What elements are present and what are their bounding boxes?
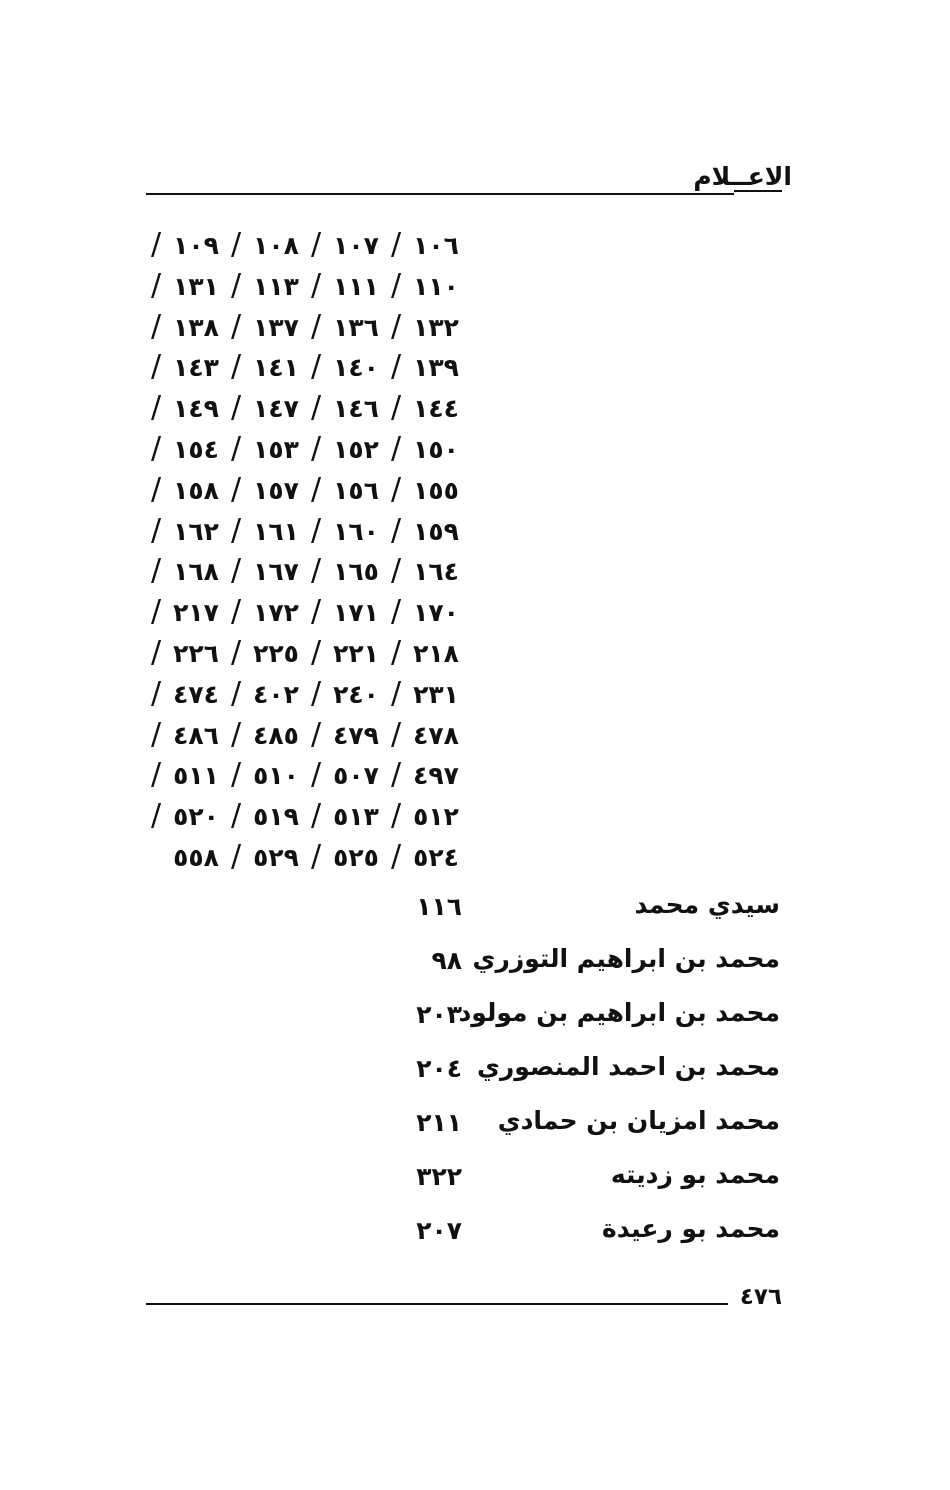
- page-reference: ٥٢٥: [333, 843, 379, 872]
- page-reference: ١٧١: [333, 598, 379, 628]
- separator-slash: /: [310, 512, 322, 548]
- page-reference: ١١٣: [253, 271, 299, 301]
- page-reference-row: [142, 470, 462, 510]
- page-reference: ٢١٧: [173, 598, 219, 628]
- separator-slash: /: [230, 390, 242, 426]
- separator-slash: /: [310, 553, 322, 589]
- page-reference: ١٤٩: [173, 394, 219, 424]
- separator-slash: /: [230, 431, 242, 466]
- separator-slash: /: [230, 267, 242, 303]
- page-reference: ١٧٠: [413, 598, 459, 628]
- page-reference: ٥٠٧: [333, 761, 379, 791]
- page-reference: ١٤٦: [333, 394, 379, 424]
- separator-slash: /: [390, 390, 402, 426]
- page-reference: ١٣٩: [413, 353, 459, 383]
- page-reference: ٢٢٦: [173, 639, 219, 668]
- separator-slash: /: [390, 308, 402, 344]
- separator-slash: /: [150, 431, 162, 466]
- page-reference-row: [142, 511, 462, 551]
- separator-slash: /: [150, 390, 162, 426]
- page-reference-row: [142, 551, 462, 591]
- index-entry: [0, 1052, 950, 1096]
- page-reference-row: [142, 266, 462, 306]
- page-reference: ١٣٢: [413, 312, 459, 342]
- page-reference: ١٣٨: [173, 312, 219, 342]
- entry-name: محمد امزيان بن حمادي: [497, 1106, 780, 1135]
- entry-page-number: ٢٠٧: [416, 1216, 462, 1245]
- index-entry: [0, 1160, 950, 1204]
- entry-page-number: ٣٢٢: [416, 1162, 462, 1191]
- page-reference: ٢٢٥: [253, 639, 299, 668]
- page-reference: ١٥٦: [333, 475, 379, 505]
- page-reference-row: [142, 429, 462, 469]
- page-reference-row: [142, 225, 462, 265]
- page-reference: ٤٨٦: [173, 720, 219, 750]
- page-reference-row: [142, 388, 462, 428]
- header-rule: [146, 193, 734, 195]
- page-reference: ١٤٣: [173, 353, 219, 383]
- page-reference-row: [142, 347, 462, 387]
- separator-slash: /: [230, 635, 242, 670]
- page-number: ٤٧٦: [739, 1284, 782, 1310]
- separator-slash: /: [390, 757, 402, 793]
- page-reference-row: [142, 592, 462, 632]
- separator-slash: /: [390, 512, 402, 548]
- page-reference-row: [142, 796, 462, 836]
- index-entry: [0, 1214, 950, 1258]
- separator-slash: /: [310, 227, 322, 262]
- page-reference: ٢٣١: [413, 679, 459, 709]
- page-reference: ١٥٧: [253, 475, 299, 505]
- separator-slash: /: [150, 349, 162, 385]
- page-reference: ٤٧٨: [413, 720, 459, 750]
- separator-slash: /: [150, 798, 162, 834]
- separator-slash: /: [150, 553, 162, 589]
- page-reference: ١٠٨: [253, 231, 299, 260]
- separator-slash: /: [230, 716, 242, 752]
- page-reference: ٤٩٧: [413, 761, 459, 791]
- entry-page-number: ٢١١: [416, 1108, 462, 1137]
- separator-slash: /: [150, 716, 162, 752]
- page-reference: ١٦٠: [333, 516, 379, 546]
- page-reference: ١٦٥: [333, 557, 379, 587]
- page-reference: ٥١١: [173, 761, 219, 791]
- page-reference: ٥١٢: [413, 802, 459, 832]
- running-header-title: الاعــلام: [693, 162, 792, 191]
- separator-slash: /: [150, 267, 162, 303]
- separator-slash: /: [310, 431, 322, 466]
- separator-slash: /: [310, 308, 322, 344]
- page-reference: ١٤٤: [413, 394, 459, 424]
- entry-name: محمد بو زديته: [610, 1160, 780, 1189]
- page-reference: ١٦١: [253, 516, 299, 546]
- index-entry: [0, 1106, 950, 1150]
- page-reference: ٥٢٠: [173, 802, 219, 832]
- separator-slash: /: [390, 471, 402, 507]
- page-reference: ١١٠: [413, 271, 459, 301]
- page-reference: ١٦٨: [173, 557, 219, 587]
- separator-slash: /: [230, 308, 242, 344]
- page-reference: ١٤٠: [333, 353, 379, 383]
- page-reference: ١٣٧: [253, 312, 299, 342]
- separator-slash: /: [150, 594, 162, 630]
- separator-slash: /: [390, 839, 402, 874]
- page-reference: ١٥٥: [413, 475, 459, 505]
- separator-slash: /: [390, 349, 402, 385]
- page-reference: ٤٧٤: [173, 679, 219, 709]
- page-reference: ١٤١: [253, 353, 299, 383]
- page-reference: ١١١: [333, 271, 379, 301]
- entry-name: محمد بو رعيدة: [601, 1214, 780, 1243]
- page-reference: ١٤٧: [253, 394, 299, 424]
- separator-slash: /: [310, 716, 322, 752]
- separator-slash: /: [230, 757, 242, 793]
- separator-slash: /: [150, 675, 162, 711]
- separator-slash: /: [230, 798, 242, 834]
- page-reference: ١٧٢: [253, 598, 299, 628]
- separator-slash: /: [310, 267, 322, 303]
- page-reference: ١٥٠: [413, 435, 459, 464]
- entry-page-number: ٢٠٣: [416, 1000, 462, 1029]
- separator-slash: /: [150, 471, 162, 507]
- footer-rule: [146, 1303, 728, 1305]
- page-reference: ١٦٢: [173, 516, 219, 546]
- entry-name: سيدي محمد: [634, 890, 780, 919]
- page-reference: ٤٨٥: [253, 720, 299, 750]
- page-reference-row: [142, 307, 462, 347]
- page-reference: ٥١٩: [253, 802, 299, 832]
- page-reference: ١٦٧: [253, 557, 299, 587]
- page-reference: ٤٠٢: [253, 679, 299, 709]
- page-reference: ١٥٨: [173, 475, 219, 505]
- separator-slash: /: [390, 716, 402, 752]
- entry-page-number: ١١٦: [416, 892, 462, 921]
- separator-slash: /: [310, 757, 322, 793]
- separator-slash: /: [230, 839, 242, 874]
- separator-slash: /: [150, 757, 162, 793]
- header-rule-short: [734, 190, 782, 192]
- page-reference: ٥١٠: [253, 761, 299, 791]
- page-reference: ١٥٤: [173, 435, 219, 464]
- separator-slash: /: [310, 635, 322, 670]
- page-reference: ١٣٦: [333, 312, 379, 342]
- separator-slash: /: [150, 308, 162, 344]
- page-reference: ٢٤٠: [333, 679, 379, 709]
- separator-slash: /: [150, 227, 162, 262]
- separator-slash: /: [310, 839, 322, 874]
- index-entry: [0, 890, 950, 934]
- page-reference: ١٣١: [173, 271, 219, 301]
- entry-name: محمد بن ابراهيم التوزري: [472, 944, 780, 973]
- page-reference: ١٥٩: [413, 516, 459, 546]
- page-reference: ١٦٤: [413, 557, 459, 587]
- page-reference: ٥٥٨: [173, 843, 219, 872]
- page-reference-row: [142, 674, 462, 714]
- entry-page-number: ٩٨: [431, 946, 462, 975]
- separator-slash: /: [310, 349, 322, 385]
- page-reference: ١٠٦: [413, 231, 459, 260]
- page-reference-row: [142, 633, 462, 673]
- separator-slash: /: [150, 512, 162, 548]
- page-reference-row: [170, 837, 462, 877]
- entry-name: محمد بن احمد المنصوري: [476, 1052, 780, 1081]
- separator-slash: /: [310, 675, 322, 711]
- page-reference: ٤٧٩: [333, 720, 379, 750]
- page-reference: ١٥٣: [253, 435, 299, 464]
- separator-slash: /: [230, 227, 242, 262]
- page-reference: ٢٢١: [333, 639, 379, 668]
- page-reference: ١٠٩: [173, 231, 219, 260]
- separator-slash: /: [310, 798, 322, 834]
- separator-slash: /: [230, 349, 242, 385]
- separator-slash: /: [390, 594, 402, 630]
- entry-name: محمد بن ابراهيم بن مولود: [458, 998, 780, 1027]
- separator-slash: /: [150, 635, 162, 670]
- page-reference-row: [142, 715, 462, 755]
- separator-slash: /: [230, 471, 242, 507]
- separator-slash: /: [390, 431, 402, 466]
- index-entry: [0, 998, 950, 1042]
- index-entry: [0, 944, 950, 988]
- separator-slash: /: [390, 798, 402, 834]
- separator-slash: /: [310, 594, 322, 630]
- page-reference-row: [142, 755, 462, 795]
- page-reference: ٢١٨: [413, 639, 459, 668]
- page-reference: ٥٢٤: [413, 843, 459, 872]
- separator-slash: /: [230, 675, 242, 711]
- separator-slash: /: [310, 390, 322, 426]
- separator-slash: /: [310, 471, 322, 507]
- separator-slash: /: [230, 512, 242, 548]
- page-reference: ١٠٧: [333, 231, 379, 260]
- page-reference: ٥٢٩: [253, 843, 299, 872]
- separator-slash: /: [390, 635, 402, 670]
- separator-slash: /: [390, 553, 402, 589]
- separator-slash: /: [230, 594, 242, 630]
- separator-slash: /: [230, 553, 242, 589]
- page-reference: ٥١٣: [333, 802, 379, 832]
- page-reference: ١٥٢: [333, 435, 379, 464]
- separator-slash: /: [390, 675, 402, 711]
- separator-slash: /: [390, 227, 402, 262]
- separator-slash: /: [390, 267, 402, 303]
- entry-page-number: ٢٠٤: [416, 1054, 462, 1083]
